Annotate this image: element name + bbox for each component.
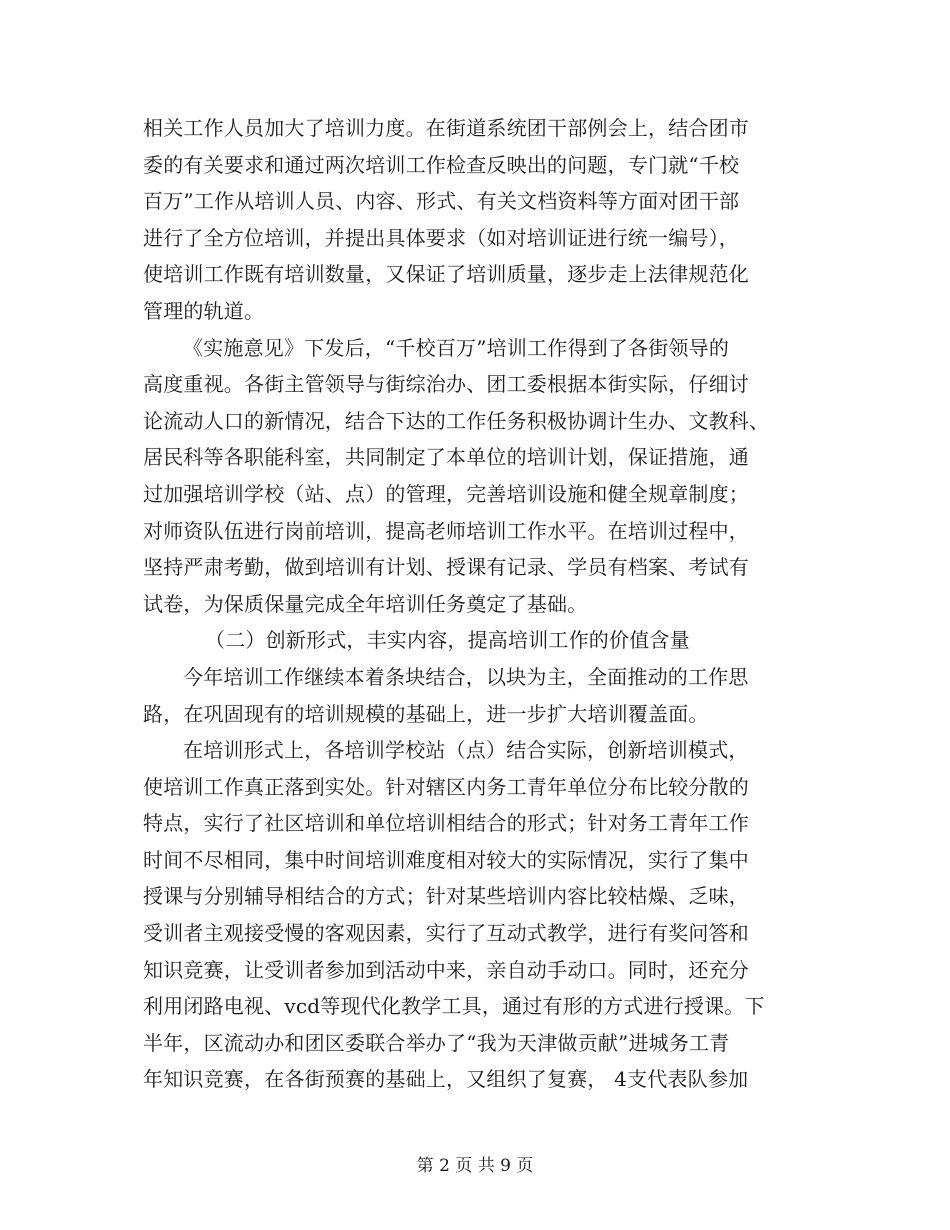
page-number-footer: 第 2 页 共 9 页 bbox=[416, 1156, 534, 1176]
text-line: 特点，实行了社区培训和单位培训相结合的形式；针对务工青年工作 bbox=[143, 811, 749, 836]
text-line: 坚持严肃考勤，做到培训有计划、授课有记录、学员有档案、考试有 bbox=[143, 555, 749, 580]
text-line: 试卷，为保质保量完成全年培训任务奠定了基础。 bbox=[143, 591, 588, 616]
text-line: 知识竞赛，让受训者参加到活动中来，亲自动手动口。同时，还充分 bbox=[143, 957, 749, 982]
text-line: 年知识竞赛，在各街预赛的基础上，又组织了复赛， 4支代表队参加 bbox=[143, 1067, 749, 1092]
text-line: 管理的轨道。 bbox=[143, 298, 265, 323]
text-line: 授课与分别辅导相结合的方式；针对某些培训内容比较枯燥、乏味， bbox=[143, 884, 749, 909]
text-line: 使培训工作真正落到实处。针对辖区内务工青年单位分布比较分散的 bbox=[143, 774, 749, 799]
section-heading: （二）创新形式，丰实内容，提高培训工作的价值含量 bbox=[205, 628, 690, 653]
text-line: 相关工作人员加大了培训力度。在街道系统团干部例会上，结合团市 bbox=[143, 116, 749, 140]
text-line: 论流动人口的新情况，结合下达的工作任务积极协调计生办、文教科、 bbox=[143, 408, 770, 433]
text-line: 百万”工作从培训人员、内容、形式、有关文档资料等方面对团干部 bbox=[143, 189, 740, 214]
body-text bbox=[143, 110, 808, 1098]
text-line: 时间不尽相同，集中时间培训难度相对较大的实际情况，实行了集中 bbox=[143, 847, 749, 872]
text-line: 居民科等各职能科室，共同制定了本单位的培训计划，保证措施，通 bbox=[143, 445, 749, 470]
paragraph-start-line: 在培训形式上，各培训学校站（点）结合实际，创新培训模式， bbox=[183, 738, 749, 763]
text-line: 过加强培训学校（站、点）的管理，完善培训设施和健全规章制度； bbox=[143, 481, 749, 506]
text-line: 委的有关要求和通过两次培训工作检查反映出的问题，专门就“千校 bbox=[143, 152, 740, 177]
text-line: 使培训工作既有培训数量，又保证了培训质量，逐步走上法律规范化 bbox=[143, 262, 749, 287]
text-line: 半年，区流动办和团区委联合举办了“我为天津做贡献”进城务工青 bbox=[143, 1030, 730, 1055]
text-line: 进行了全方位培训，并提出具体要求（如对培训证进行统一编号）， bbox=[143, 225, 739, 250]
text-line: 对师资队伍进行岗前培训，提高老师培训工作水平。在培训过程中， bbox=[143, 518, 749, 543]
text-line: 受训者主观接受慢的客观因素，实行了互动式教学，进行有奖问答和 bbox=[143, 921, 749, 946]
text-line: 路，在巩固现有的培训规模的基础上，进一步扩大培训覆盖面。 bbox=[143, 701, 709, 726]
text-line: 利用闭路电视、vcd等现代化教学工具，通过有形的方式进行授课。下 bbox=[143, 994, 765, 1019]
paragraph-start-line: 《实施意见》下发后，“千校百万”培训工作得到了各街领导的 bbox=[183, 335, 730, 360]
text-line: 高度重视。各街主管领导与街综治办、团工委根据本街实际，仔细讨 bbox=[143, 372, 749, 397]
paragraph-start-line: 今年培训工作继续本着条块结合，以块为主，全面推动的工作思 bbox=[183, 664, 749, 689]
